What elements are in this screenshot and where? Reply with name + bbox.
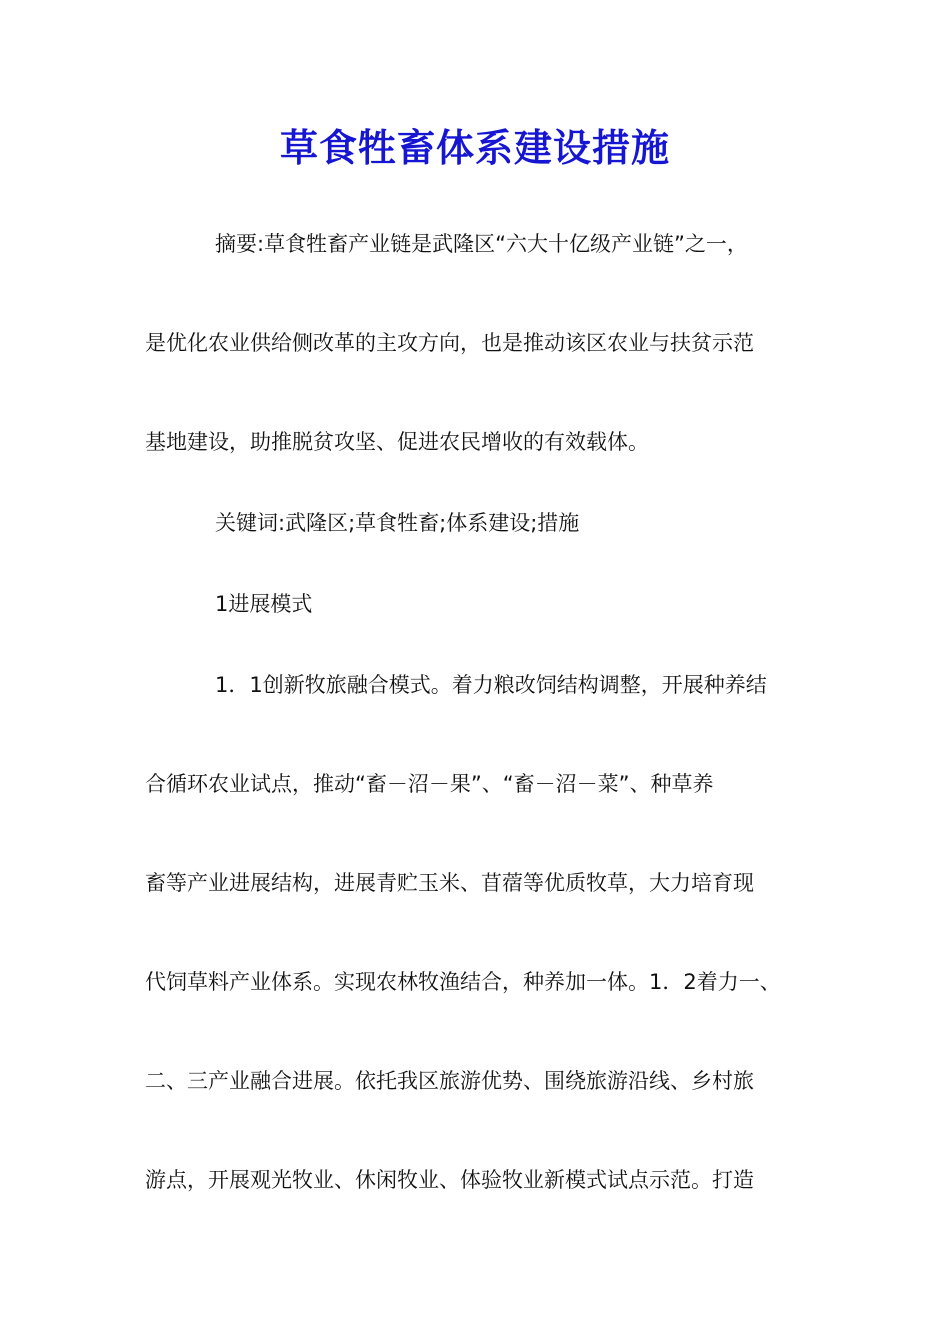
- body-line-5: 二、三产业融合进展。依托我区旅游优势、围绕旅游沿线、乡村旅: [145, 1069, 754, 1093]
- keywords-line: 关键词:武隆区;草食牲畜;体系建设;措施: [215, 511, 580, 535]
- body-line-2: 合循环农业试点，推动“畜－沼－果”、“畜－沼－菜”、种草养: [145, 772, 714, 796]
- body-line-4: 代饲草料产业体系。实现农林牧渔结合，种养加一体。1．2着力一、: [145, 970, 781, 994]
- document-title: 草食牲畜体系建设措施: [279, 125, 670, 170]
- abstract-line-2: 是优化农业供给侧改革的主攻方向，也是推动该区农业与扶贫示范: [145, 331, 754, 355]
- abstract-line-3: 基地建设，助推脱贫攻坚、促进农民增收的有效载体。: [145, 430, 649, 454]
- body-line-3: 畜等产业进展结构，进展青贮玉米、苜蓿等优质牧草，大力培育现: [145, 871, 754, 895]
- body-line-6: 游点，开展观光牧业、休闲牧业、体验牧业新模式试点示范。打造: [145, 1168, 754, 1192]
- body-line-1: 1．1创新牧旅融合模式。着力粮改饲结构调整，开展种养结: [215, 673, 767, 697]
- abstract-line-1: 摘要:草食牲畜产业链是武隆区“六大十亿级产业链”之一，: [215, 232, 748, 256]
- section-heading: 1进展模式: [215, 592, 313, 616]
